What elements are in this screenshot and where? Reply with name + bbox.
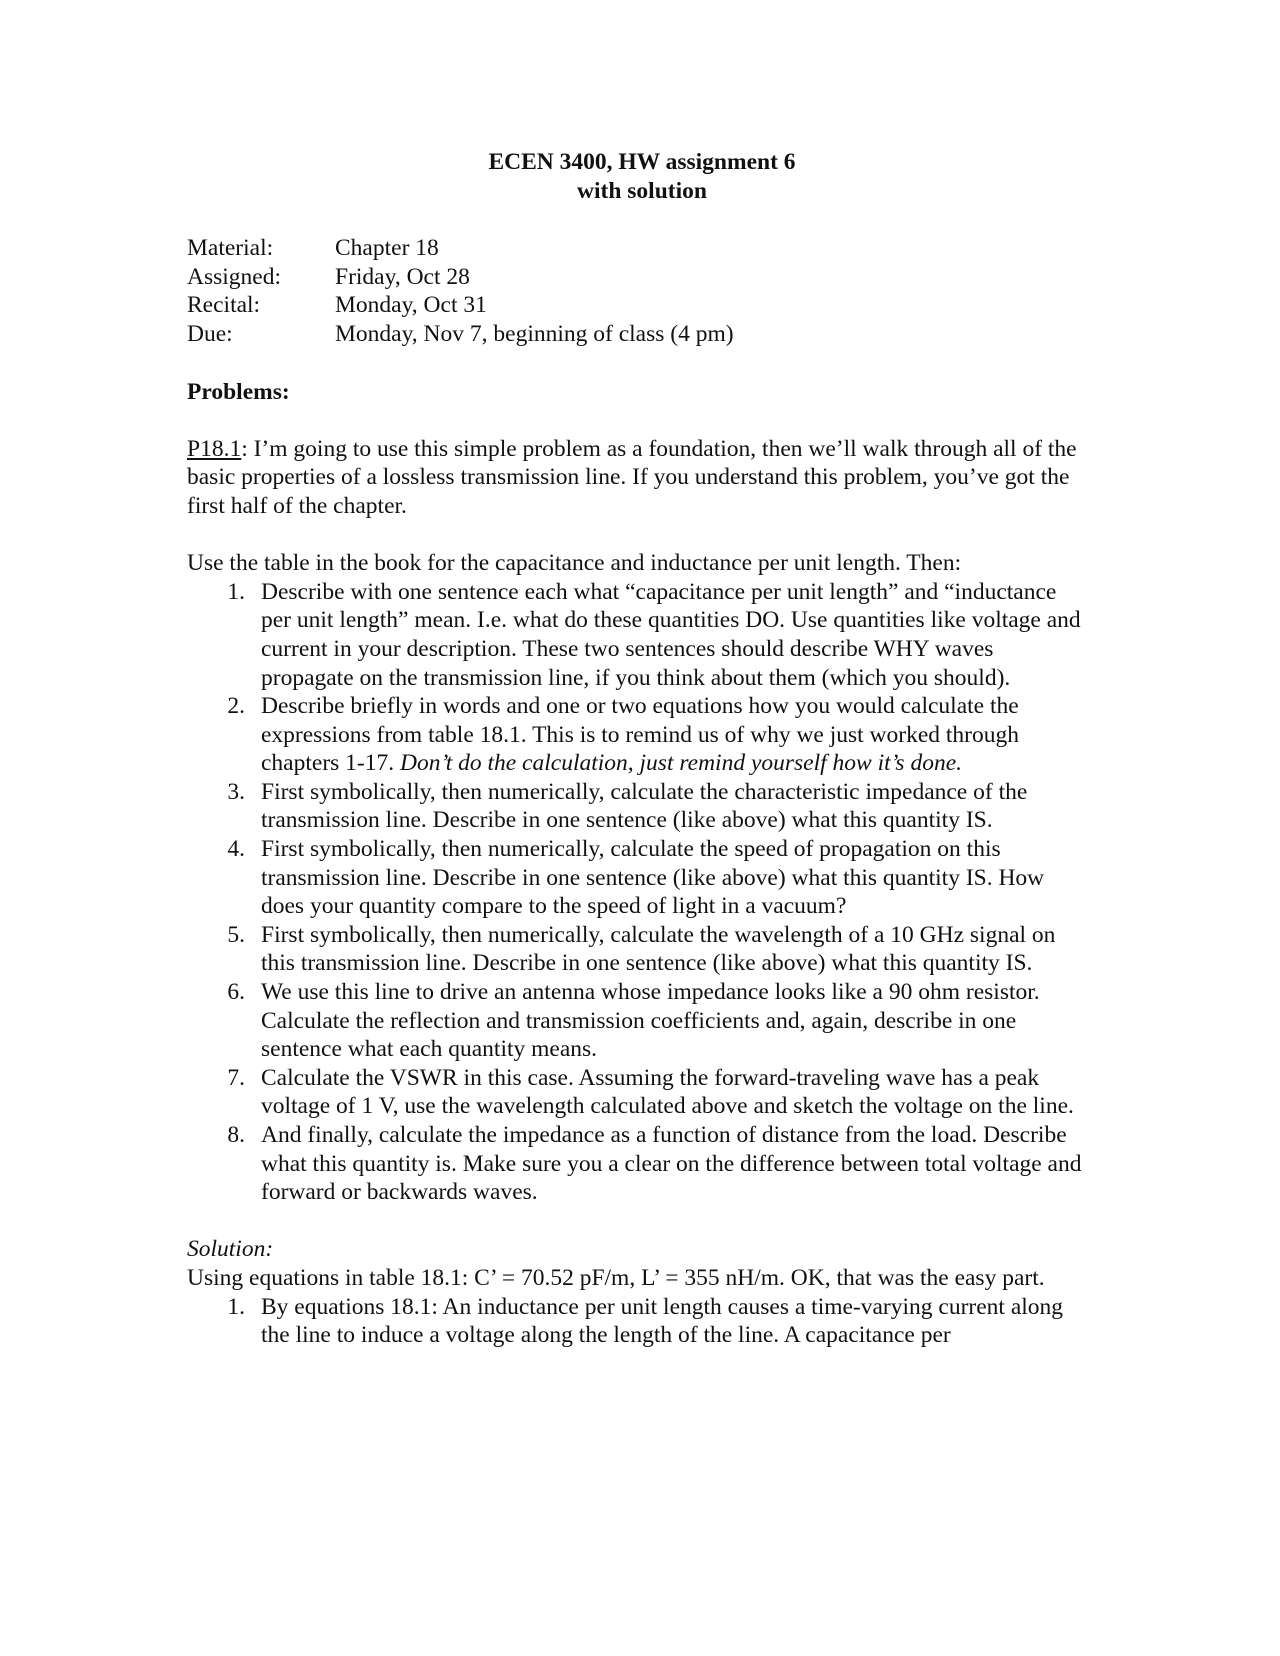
list-item [187,578,1087,692]
problem-label: P18.1 [187,435,242,462]
problem-list [187,578,1087,1207]
item-number: 4. [227,836,245,863]
item-text: First symbolically, then numerically, calculate the wavelength of a 10 GHz signal on this transmission line. Describe in one sentence (like above) what this quantity IS. [261,921,1056,977]
list-item [187,921,1087,978]
title-line-2: with solution [577,177,707,204]
assignment-meta [187,234,1087,348]
item-text: Describe with one sentence each what “capacitance per unit length” and “inductance per unit length” mean. I.e. what do these quantities DO. Use quantities like voltage and current in your description. These two sentences should describe WHY waves propagate on the transmission line, if you think about them (which you should). [261,578,1081,691]
item-number: 1. [227,578,245,605]
solution-intro: Using equations in table 18.1: C’ = 70.52 pF/m, L’ = 355 nH/m. OK, that was the easy part. [187,1264,1045,1291]
meta-row-due [187,320,1087,349]
item-number: 8. [227,1122,245,1148]
item-text: By equations 18.1: An inductance per unit length causes a time-varying current along the line to induce a voltage along the length of the line. A capacitance per [261,1293,1064,1349]
item-number: 7. [227,1064,245,1091]
item-number: 3. [227,778,245,805]
list-item [187,1121,1087,1207]
problems-heading: Problems: [187,378,290,405]
list-item [187,1293,1087,1350]
item-italic-note: Don’t do the calculation, just remind yourself how it’s done. [400,750,963,777]
meta-value: Monday, Nov 7, beginning of class (4 pm) [335,320,734,347]
item-number: 1. [227,1293,245,1320]
item-text: Calculate the VSWR in this case. Assuming the forward-traveling wave has a peak voltage of 1 V, use the wavelength calculated above and sketch the voltage on the line. [261,1064,1074,1120]
item-number: 5. [227,921,245,948]
meta-value: Chapter 18 [335,235,439,262]
list-item [187,778,1087,835]
meta-row-recital [187,291,1087,320]
item-text: First symbolically, then numerically, calculate the characteristic impedance of the transmission line. Describe in one sentence (like above) what this quantity IS. [261,778,1028,834]
item-text: We use this line to drive an antenna whose impedance looks like a 90 ohm resistor. Calculate the reflection and transmission coefficients and, again, describe in one sentence what each quantity means. [261,979,1040,1063]
item-text: First symbolically, then numerically, calculate the speed of propagation on this transmission line. Describe in one sentence (like above) what this quantity IS. How does your quantity compare to the speed of light in a vacuum? [261,836,1045,920]
document-title [187,148,1087,205]
problem-intro [187,435,1087,521]
item-text: And finally, calculate the impedance as a function of distance from the load. Describe what this quantity is. Make sure you a clear on the difference between total voltage and forward or backwards waves. [261,1122,1082,1206]
list-item [187,978,1087,1064]
table-intro: Use the table in the book for the capacitance and inductance per unit length. Then: [187,550,962,577]
meta-value: Friday, Oct 28 [335,263,470,290]
solution-label: Solution: [187,1236,274,1263]
item-text: Describe briefly in words and one or two equations how you would calculate the expressions from table 18.1. This is to remind us of why we just worked through chapters 1-17. [261,693,1020,777]
title-line-1: ECEN 3400, HW assignment 6 [488,149,796,175]
meta-label: Assigned: [187,263,281,290]
list-item [187,1064,1087,1121]
meta-label: Due: [187,320,233,347]
list-item [187,835,1087,921]
meta-row-assigned [187,263,1087,292]
problem-intro-text: : I’m going to use this simple problem as a foundation, then we’ll walk through all of the basic properties of a lossless transmission line. If you understand this problem, you’ve got the first half of the chapter. [187,435,1077,519]
item-number: 2. [227,693,245,720]
meta-value: Monday, Oct 31 [335,292,487,319]
document-body [187,148,1087,1350]
meta-label: Material: [187,235,274,262]
meta-label: Recital: [187,292,261,319]
meta-row-material [187,234,1087,263]
item-number: 6. [227,979,245,1006]
solution-list [187,1293,1087,1350]
list-item [187,692,1087,778]
